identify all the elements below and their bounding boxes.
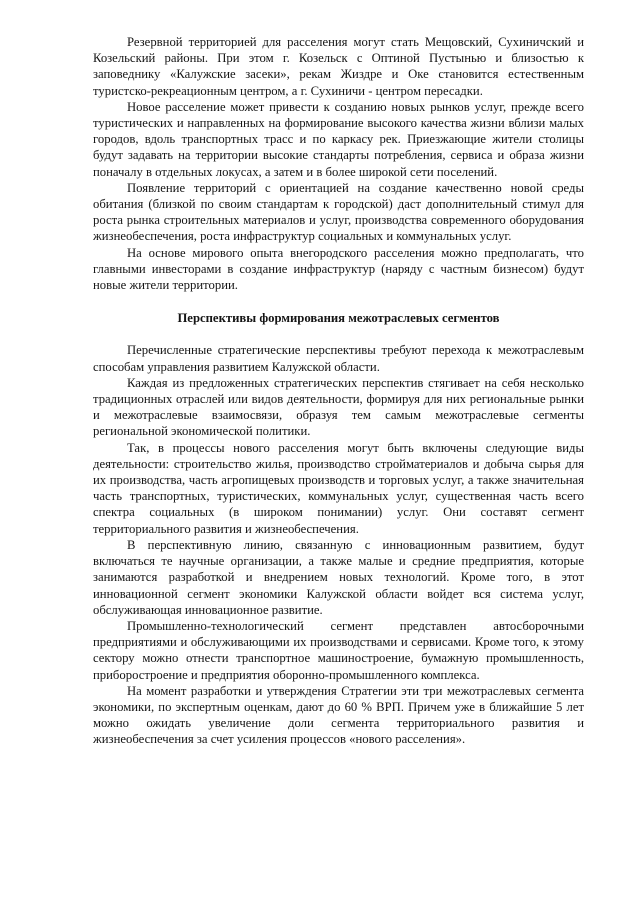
section-heading: Перспективы формирования межотраслевых сегментов — [177, 311, 500, 326]
paragraph-new-markets: Новое расселение может привести к созданию новых рынков услуг, прежде всего туристических и направленных на формирование высокого качества жизни вблизи малых городов, вдоль транспортных трасс и по каркасу рек. Приезжающие жители столицы будут задавать на территории высокие стандарты потребления, сервиса и образа жизни поначалу в отдельных локусах, а затем и в более широкой сети поселений. — [93, 99, 584, 179]
paragraph-intersectoral-transition: Перечисленные стратегические перспективы требуют перехода к межотраслевым способам управления развитием Калужской области. — [93, 343, 584, 374]
paragraph-settlement-activities: Так, в процессы нового расселения могут быть включены следующие виды деятельности: строительство жилья, производство стройматериалов и добыча сырья для их производства, часть агропищевых производств и торговых услуг, а также значительная часть транспортных, туристических, коммунальных услуг, существенная часть всего спектра социальных (в широком понимании) услуг. Они составят сегмент территориального развития и жизнеобеспечения. — [93, 440, 584, 536]
paragraph-segments: Каждая из предложенных стратегических перспектив стягивает на себя несколько традиционных отраслей или видов деятельности, формируя для них региональные рынки и межотраслевые взаимосвязи, образуя тем самым межотраслевые сегменты региональной экономической политики. — [93, 375, 584, 439]
paragraph-investors: На основе мирового опыта внегородского расселения можно предполагать, что главными инвесторами в создание инфраструктур (наряду с частным бизнесом) будут новые жители территории. — [93, 245, 584, 293]
paragraph-grp-share: На момент разработки и утверждения Стратегии эти три межотраслевых сегмента экономики, по экспертным оценкам, дают до 60 % ВРП. Причем уже в ближайшие 5 лет можно ожидать увеличение доли сегмента территориального развития и жизнеобеспечения за счет усиления процессов «нового расселения». — [93, 683, 584, 747]
paragraph-reserve-territory: Резервной территорией для расселения могут стать Мещовский, Сухиничский и Козельский районы. При этом г. Козельск с Оптиной Пустынью и близостью к заповеднику «Калужские засеки», рекам Жиздре и Оке становится естественным туристско-рекреационным центром, а г. Сухиничи - центром пересадки. — [93, 35, 584, 98]
paragraph-industrial-segment: Промышленно-технологический сегмент представлен автосборочными предприятиями и обслуживающими их производствами и сервисами. Кроме того, к этому сектору можно отнести транспортное машиностроение, бумажную промышленность, приборостроение и предприятия оборонно-промышленного комплекса. — [93, 618, 584, 682]
paragraph-new-environment: Появление территорий с ориентацией на создание качественно новой среды обитания (близкой по своим стандартам к городской) даст дополнительный стимул для роста рынка строительных материалов и услуг, производства современного оборудования жизнеобеспечения, роста инфраструктур социальных и коммунальных услуг. — [93, 180, 584, 244]
paragraph-innovation-segment: В перспективную линию, связанную с инновационным развитием, будут включаться те научные организации, а также малые и средние предприятия, которые занимаются разработкой и внедрением новых технологий. Кроме того, в этот инновационной сегмент экономики Калужской области войдет вся система услуг, обслуживающая инновационное развитие. — [93, 537, 584, 617]
